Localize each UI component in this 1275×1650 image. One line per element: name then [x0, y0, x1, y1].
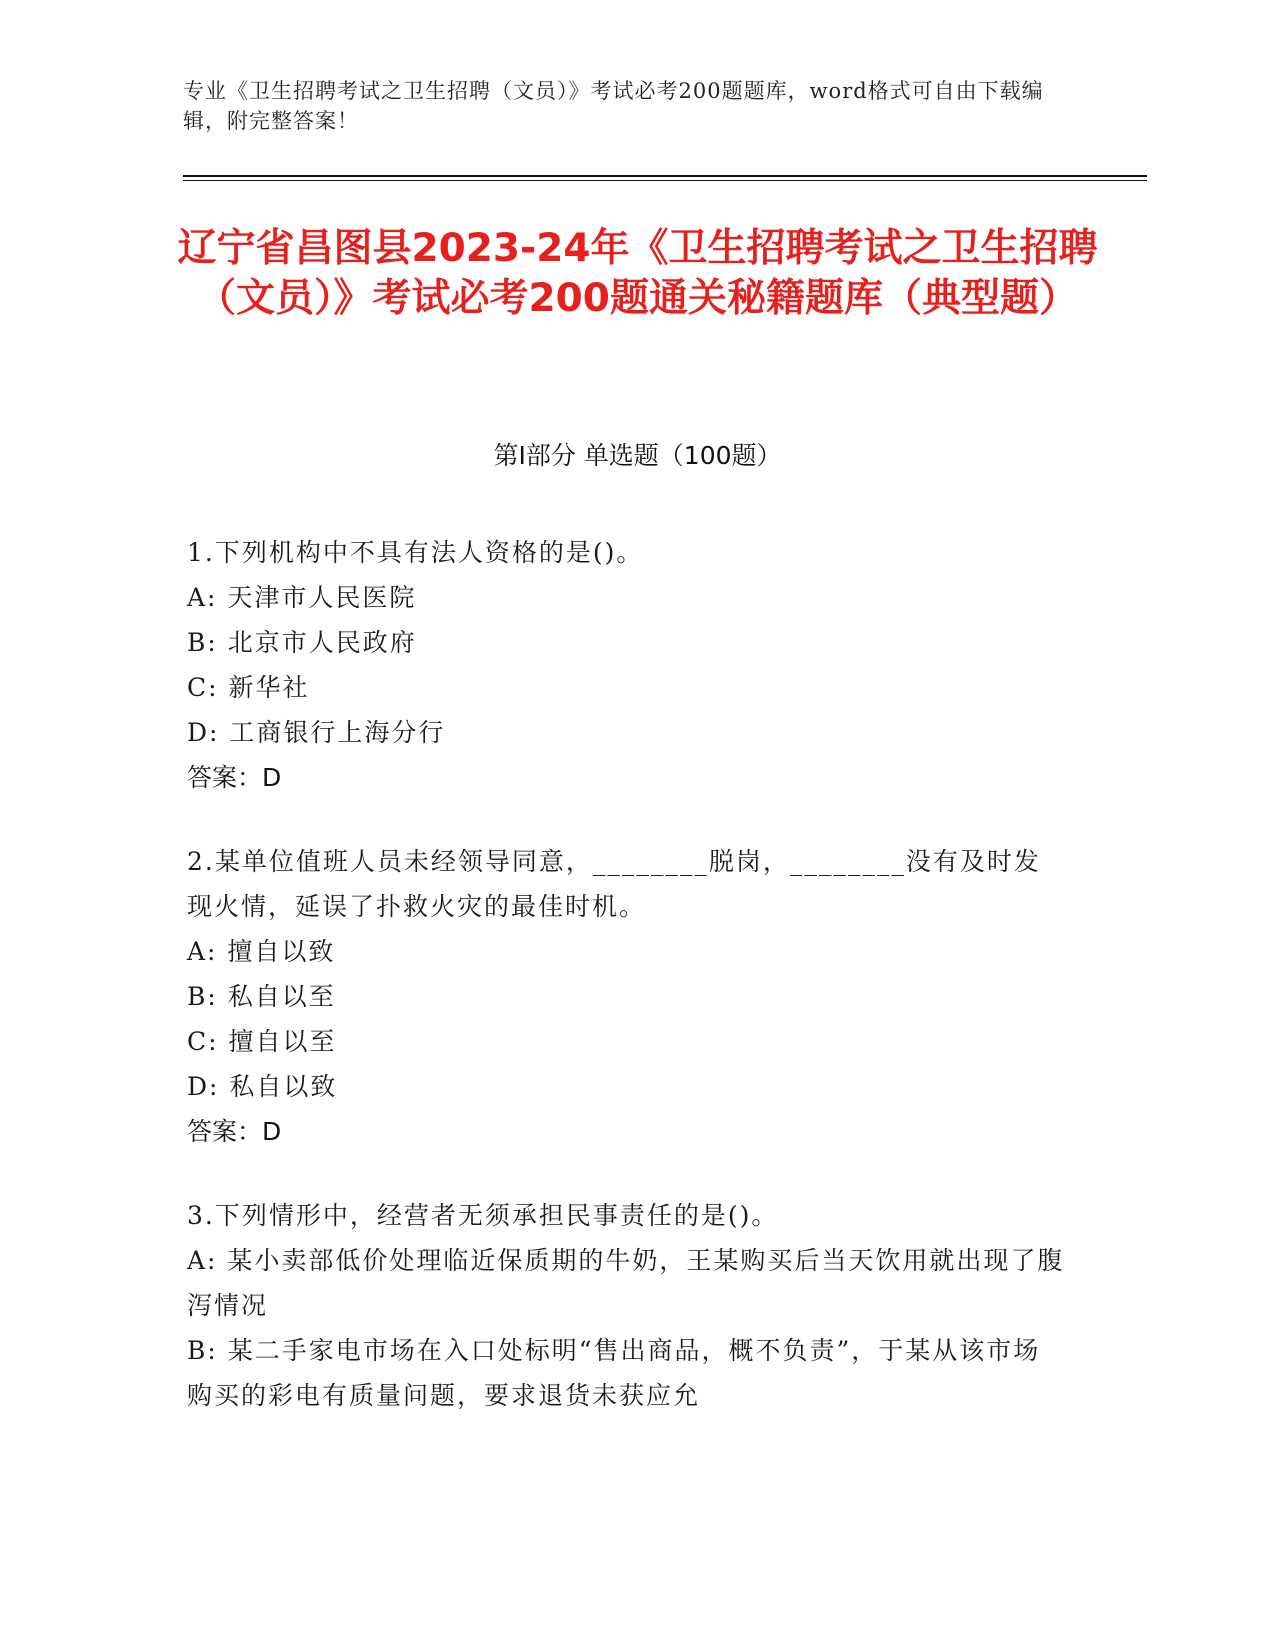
answer: 答案：D: [187, 1117, 282, 1146]
option-b: B: 北京市人民政府: [187, 628, 417, 657]
question-list: [187, 530, 1067, 1457]
answer: 答案：D: [187, 763, 282, 792]
option-d: D: 私自以致: [187, 1072, 338, 1101]
question-stem: 1.下列机构中不具有法人资格的是()。: [187, 538, 644, 567]
option-a: A: 天津市人民医院: [187, 583, 417, 612]
section-heading: 第Ⅰ部分 单选题（100题）: [493, 441, 782, 470]
question-1: [187, 530, 1067, 800]
header-rule-thick: [183, 175, 1147, 177]
option-a: A: 擅自以致: [187, 937, 336, 966]
option-b: B: 某二手家电市场在入口处标明“售出商品，概不负责”，于某从该市场购买的彩电有质量问题，要求退货未获应允: [187, 1336, 1041, 1410]
option-b: B: 私自以至: [187, 982, 336, 1011]
question-stem: 2.某单位值班人员未经领导同意，________脱岗，________没有及时发现火情，延误了扑救火灾的最佳时机。: [187, 847, 1041, 921]
header-note: 专业《卫生招聘考试之卫生招聘（文员）》考试必考200题题库，word格式可自由下载编辑，附完整答案！: [183, 79, 1044, 133]
option-d: D: 工商银行上海分行: [187, 718, 446, 747]
question-stem: 3.下列情形中，经营者无须承担民事责任的是()。: [187, 1201, 779, 1230]
document-title: 辽宁省昌图县2023-24年《卫生招聘考试之卫生招聘（文员）》考试必考200题通关秘籍题库（典型题）: [177, 226, 1098, 321]
header-rule-thin: [183, 180, 1147, 181]
option-c: C: 擅自以至: [187, 1027, 337, 1056]
question-2: [187, 839, 1067, 1154]
question-3: [187, 1193, 1067, 1418]
option-a: A: 某小卖部低价处理临近保质期的牛奶，王某购买后当天饮用就出现了腹泻情况: [187, 1246, 1065, 1320]
option-c: C: 新华社: [187, 673, 310, 702]
